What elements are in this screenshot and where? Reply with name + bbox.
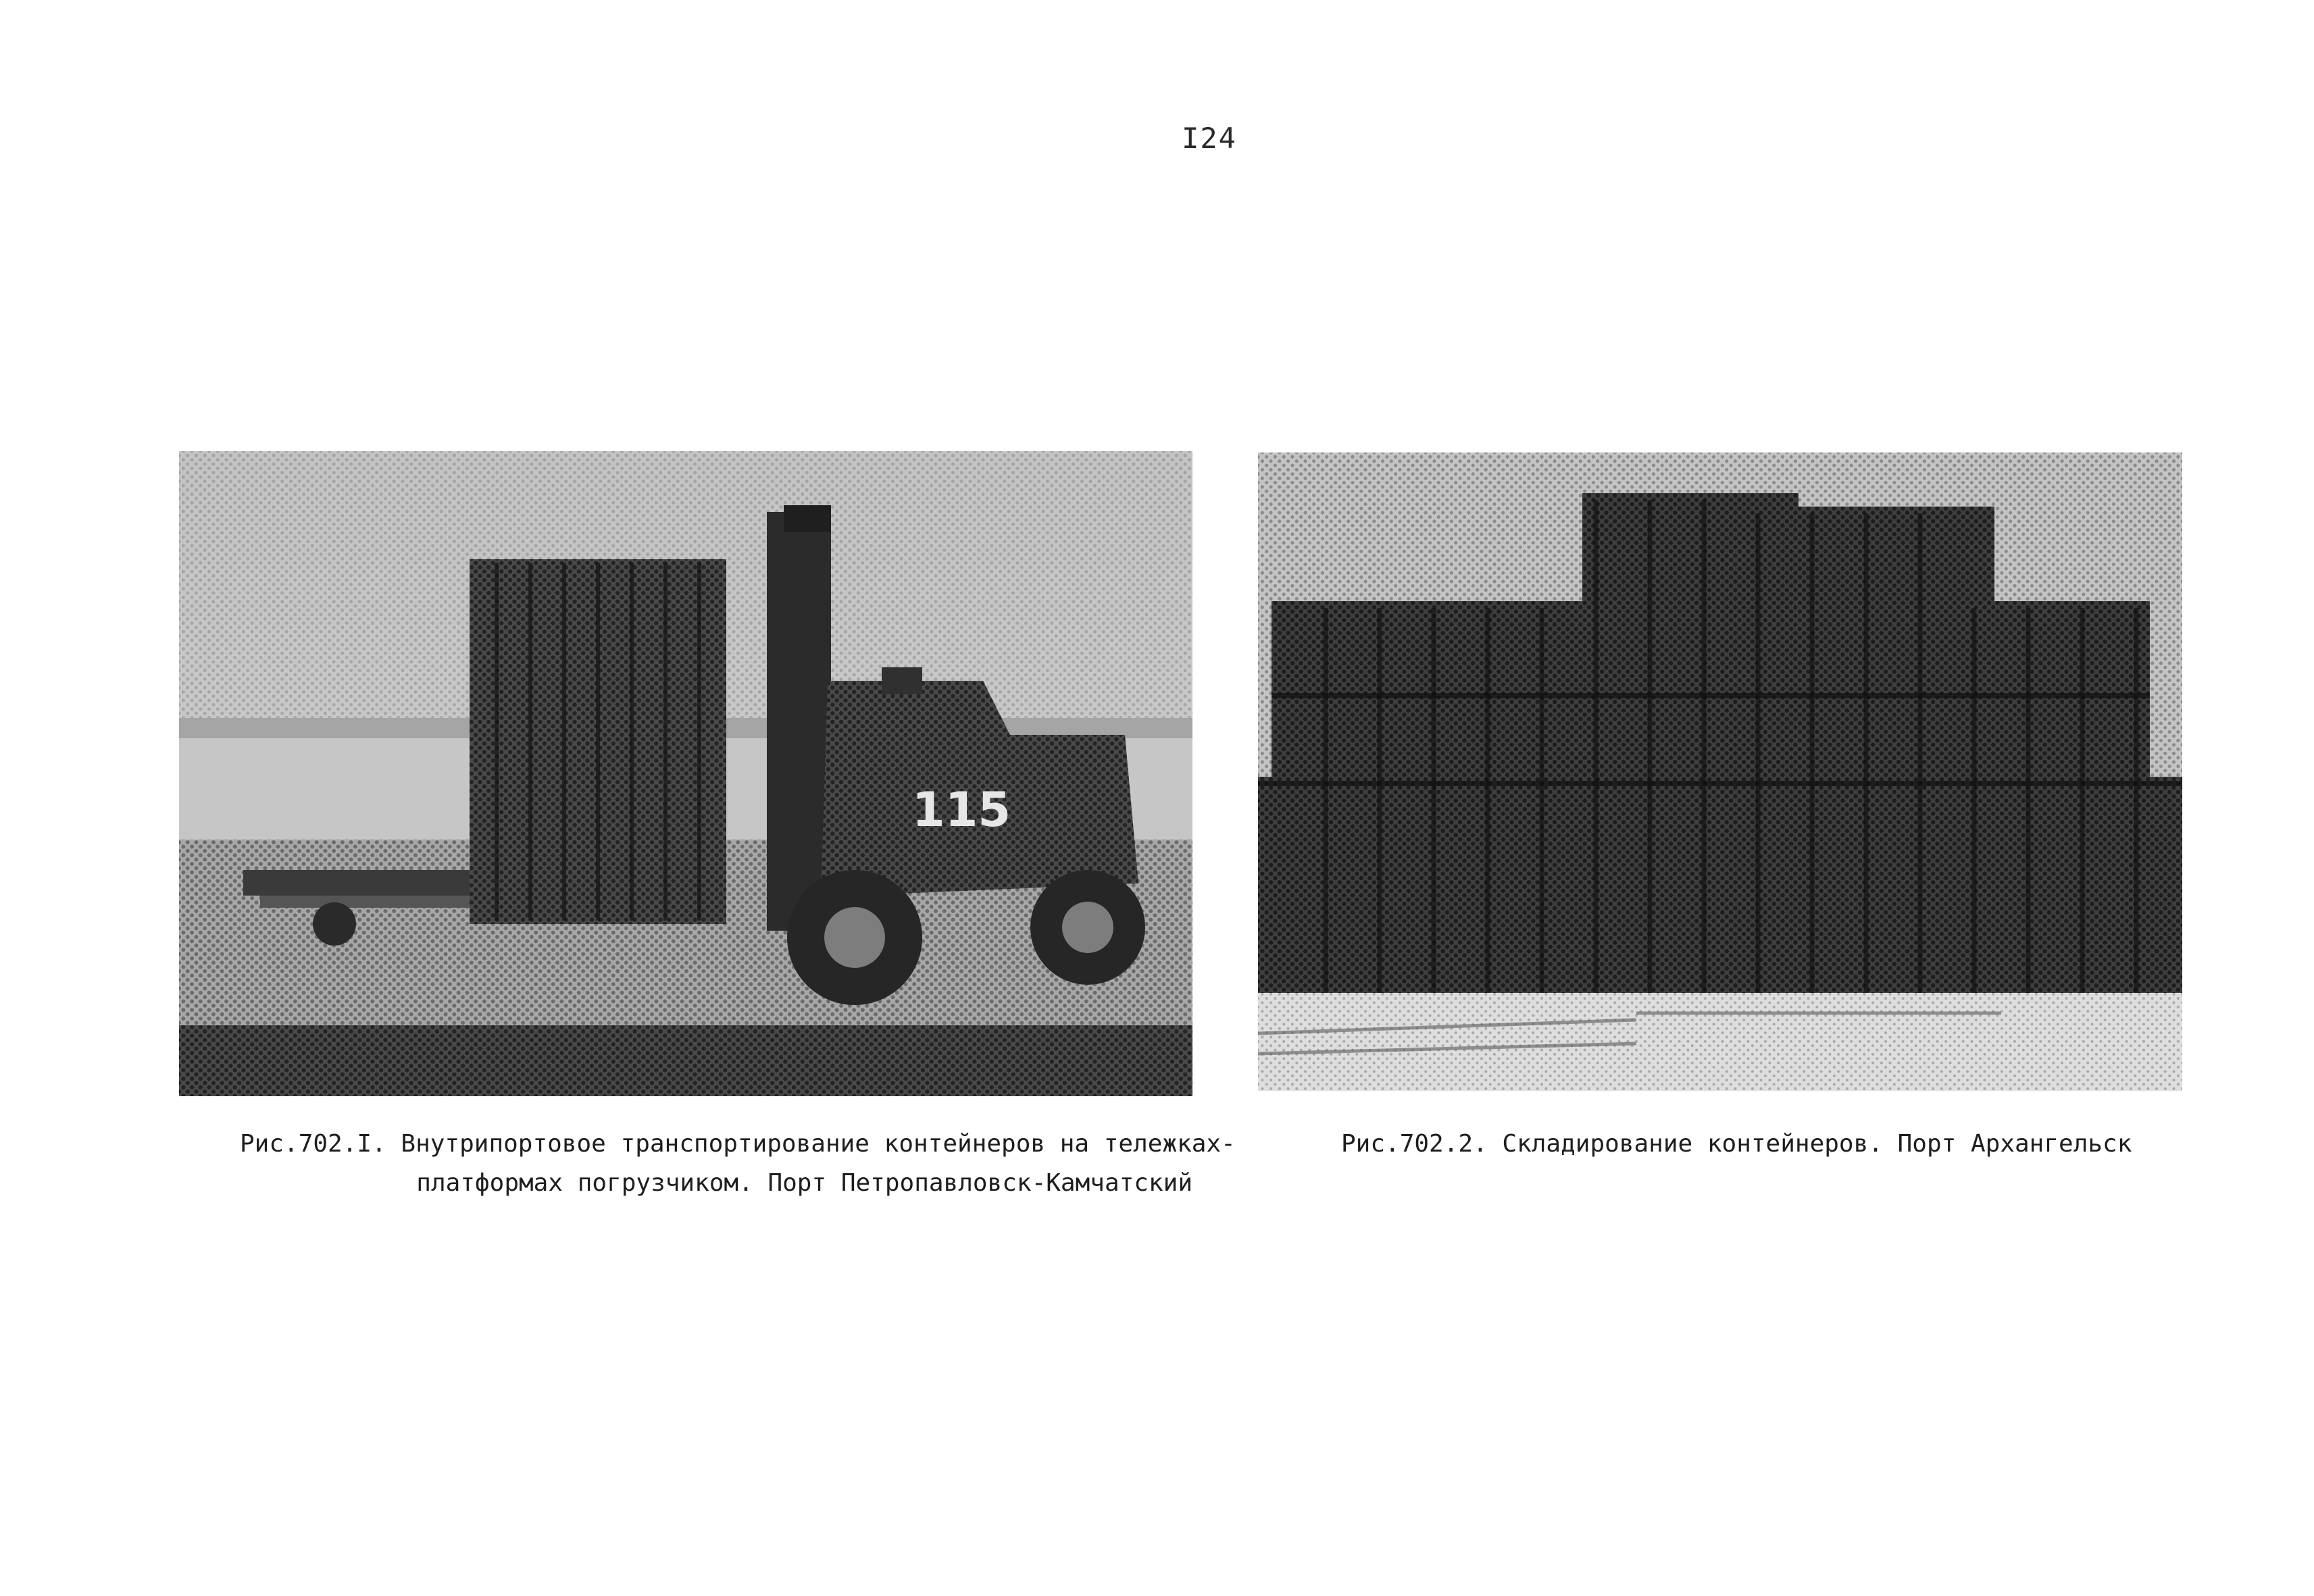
figure-1-caption-line-1: Рис.702.I. Внутрипортовое транспортирование контейнеров на тележках- [240,1130,1236,1158]
figure-2-caption [1341,1125,2132,1164]
figure-2-caption-line-1: Рис.702.2. Складирование контейнеров. Порт Архангельск [1341,1130,2132,1158]
figure-container-storage-photo [1258,453,2182,1091]
forklift-photo-image [179,451,1192,1096]
figure-1-caption-line-2: платформах погрузчиком. Порт Петропавловск-Камчатский [416,1169,1192,1197]
figure-forklift-photo [179,451,1192,1096]
page-number: I24 [1182,122,1237,155]
figure-1-caption [240,1125,1236,1203]
container-storage-photo-image [1258,453,2182,1091]
vehicle-number: 115 [912,782,1011,838]
